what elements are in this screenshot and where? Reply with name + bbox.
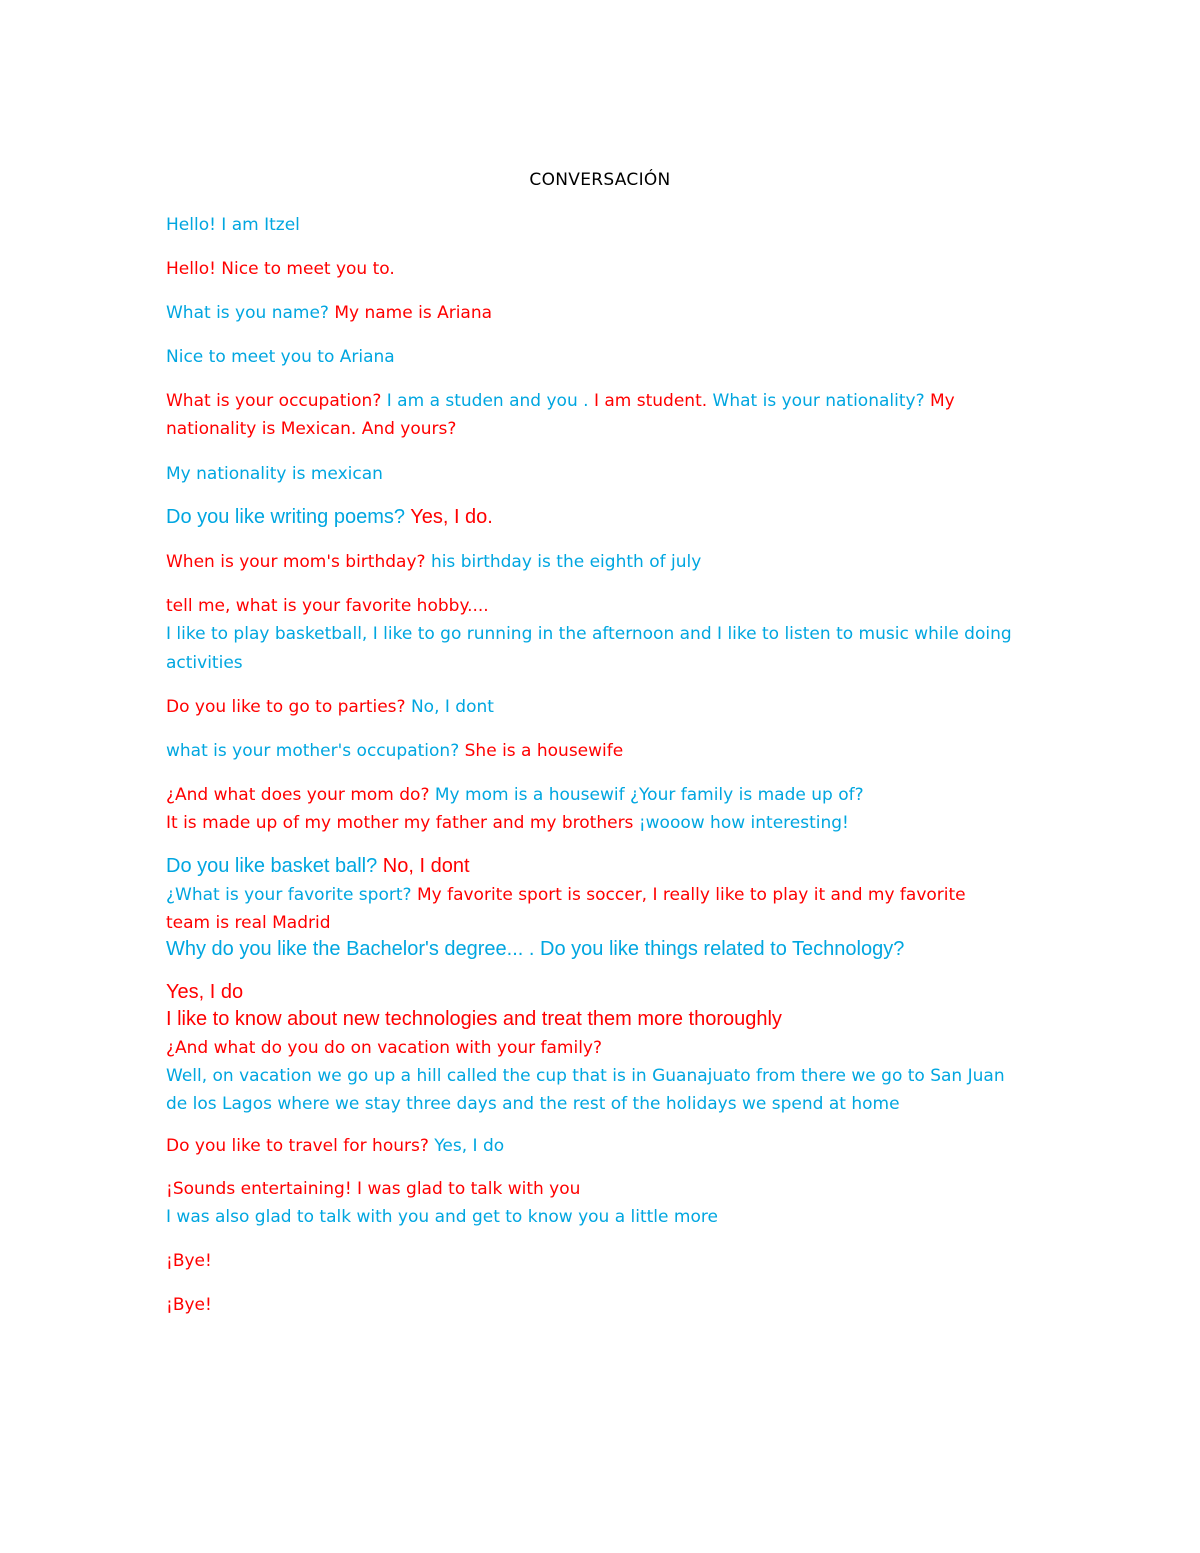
line-19 [166, 912, 331, 934]
line-segment: Well, on vacation we go up a hill called the cup that is in Guanajuato from there we go to San Juan [166, 1066, 1005, 1086]
line-27 [166, 1178, 580, 1200]
line-11 [166, 623, 1012, 645]
line-28 [166, 1206, 718, 1228]
line-7 [166, 463, 383, 485]
line-segment: What is your nationality? [712, 391, 931, 411]
line-5 [166, 390, 955, 412]
line-segment: ¿And what does your mom do? [166, 785, 435, 805]
line-15 [166, 784, 864, 806]
line-segment: When is your mom's birthday? [166, 552, 431, 572]
line-segment: tell me, what is your favorite hobby.... [166, 596, 489, 616]
line-segment: No, I dont [382, 855, 470, 877]
line-20 [166, 937, 904, 961]
line-segment: I am a studen and you . [386, 391, 594, 411]
line-segment: My mom is a housewif ¿Your family is made up of? [434, 785, 864, 805]
line-segment: de los Lagos where we stay three days and the rest of the holidays we spend at home [166, 1094, 900, 1114]
line-23 [166, 1037, 602, 1059]
line-segment: My name is Ariana [334, 303, 493, 323]
line-segment: Do you like basket ball? [166, 855, 383, 877]
line-segment: nationality is Mexican. And yours? [166, 419, 457, 439]
line-segment: My nationality is mexican [166, 464, 383, 484]
line-30 [166, 1294, 212, 1316]
line-segment: My [930, 391, 955, 411]
line-segment: Do you like writing poems? [166, 506, 411, 528]
line-segment: ¡Bye! [166, 1251, 212, 1271]
line-segment: Yes, I do. [410, 506, 493, 528]
line-segment: My favorite sport is soccer, I really like to play it and my favorite [416, 885, 966, 905]
line-26 [166, 1135, 504, 1157]
line-6 [166, 418, 456, 440]
line-8 [166, 505, 493, 529]
line-segment: I like to know about new technologies and treat them more thoroughly [166, 1008, 782, 1030]
line-12 [166, 652, 243, 674]
line-segment: Yes, I do [166, 981, 244, 1003]
line-21 [166, 980, 243, 1004]
line-segment: ¡Sounds entertaining! I was glad to talk with you [166, 1179, 581, 1199]
line-segment: I like to play basketball, I like to go running in the afternoon and I like to listen to music while doing [166, 624, 1012, 644]
line-16 [166, 812, 849, 834]
line-segment: No, I dont [410, 697, 494, 717]
line-22 [166, 1007, 782, 1031]
line-segment: Why do you like the Bachelor's degree... . Do you like things related to Technology? [166, 938, 905, 960]
line-segment: What is your occupation? [166, 391, 387, 411]
line-segment: Do you like to go to parties? [166, 697, 411, 717]
line-18 [166, 884, 966, 906]
line-14 [166, 740, 623, 762]
line-segment: ¿And what do you do on vacation with your family? [166, 1038, 602, 1058]
line-4 [166, 346, 395, 368]
line-17 [166, 854, 470, 878]
line-segment: I was also glad to talk with you and get to know you a little more [166, 1207, 718, 1227]
line-segment: Yes, I do [434, 1136, 505, 1156]
line-segment: It is made up of my mother my father and my brothers [166, 813, 639, 833]
line-segment: Hello! Nice to meet you to. [166, 259, 395, 279]
line-25 [166, 1093, 900, 1115]
line-9 [166, 551, 701, 573]
line-13 [166, 696, 494, 718]
line-segment: Hello! I am Itzel [166, 215, 300, 235]
line-segment: What is you name? [166, 303, 335, 323]
line-2 [166, 258, 395, 280]
line-segment: team is real Madrid [166, 913, 331, 933]
line-1 [166, 214, 300, 236]
line-3 [166, 302, 492, 324]
line-segment: activities [166, 653, 243, 673]
line-segment: Nice to meet you to Ariana [166, 347, 395, 367]
line-segment: ¡Bye! [166, 1295, 212, 1315]
page-title: CONVERSACIÓN [529, 170, 671, 190]
line-segment: She is a housewife [464, 741, 624, 761]
line-segment: what is your mother's occupation? [166, 741, 465, 761]
line-segment: ¡wooow how interesting! [638, 813, 849, 833]
line-10 [166, 595, 489, 617]
line-segment: ¿What is your favorite sport? [166, 885, 417, 905]
line-29 [166, 1250, 212, 1272]
line-segment: his birthday is the eighth of july [430, 552, 702, 572]
line-segment: I am student. [593, 391, 713, 411]
line-24 [166, 1065, 1005, 1087]
line-segment: Do you like to travel for hours? [166, 1136, 435, 1156]
